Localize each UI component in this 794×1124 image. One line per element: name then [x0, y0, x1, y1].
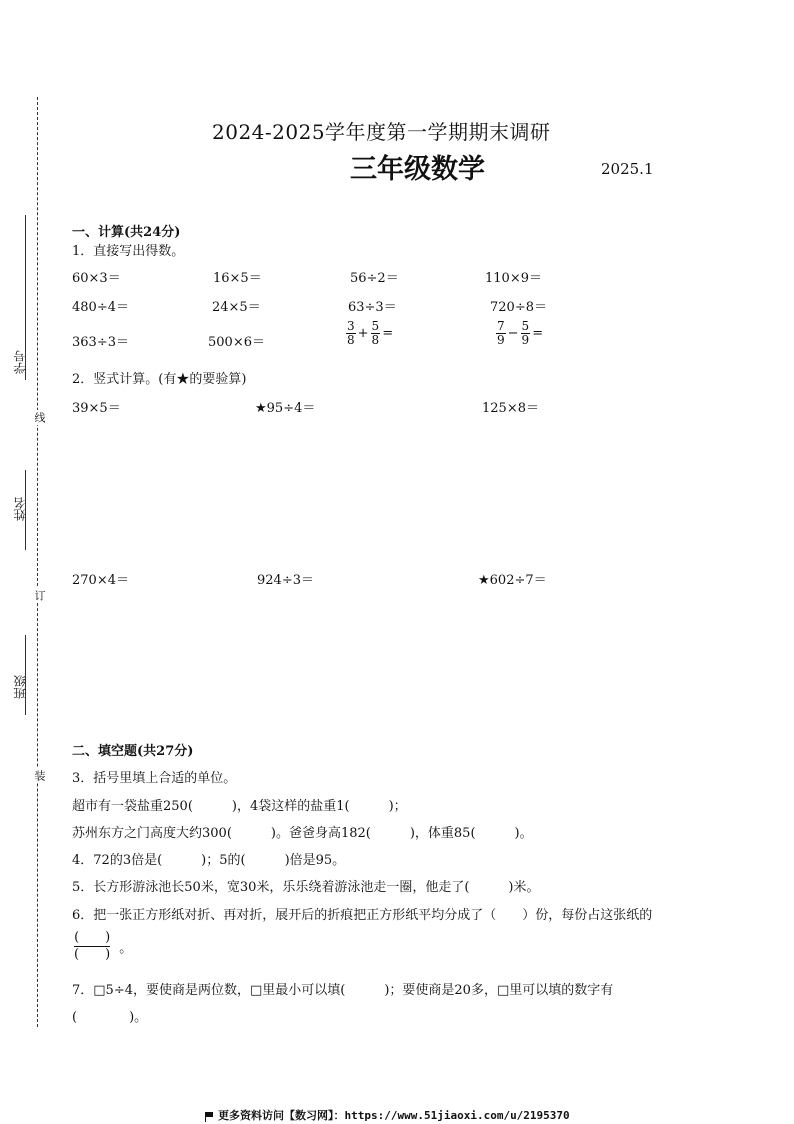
- exam-subtitle: 三年级数学: [350, 154, 485, 185]
- fraction: $\frac{5}{8}$: [371, 319, 380, 347]
- fraction: $\frac{3}{8}$: [347, 319, 355, 347]
- q3-prompt: 3．括号里填上合适的单位。: [72, 771, 237, 786]
- q1-prompt: 1．直接写出得数。: [72, 244, 185, 259]
- section2-heading: 二、填空题(共27分): [72, 744, 194, 759]
- section1-heading: 一、计算(共24分): [72, 225, 181, 240]
- q2-item: 125×8＝: [482, 401, 539, 416]
- binding-mark-staple: 订: [33, 590, 46, 601]
- fraction-expression: [495, 320, 544, 346]
- q6-line1: 6．把一张正方形纸对折、再对折，展开后的折痕把正方形纸平均分成了（ ）份，每份占这张纸的: [72, 908, 653, 923]
- plus-operator: +: [357, 325, 369, 341]
- exam-date: 2025.1: [601, 160, 654, 178]
- q1-item: 60×3＝: [72, 271, 121, 286]
- minus-operator: −: [507, 325, 519, 341]
- fraction-expression: [345, 320, 394, 346]
- fraction-numerator-blank: ( ): [74, 930, 111, 945]
- q7-line2: ( )。: [72, 1010, 148, 1025]
- q3-line2: 苏州东方之门高度大约300( )。爸爸身高182( )，体重85( )。: [72, 826, 533, 841]
- flag-icon: [205, 1112, 214, 1121]
- equals-sign: =: [382, 325, 394, 341]
- q7-line1: 7．□5÷4，要使商是两位数，□里最小可以填( )；要使商是20多，□里可以填的数字有: [72, 983, 614, 998]
- q3-line1: 超市有一袋盐重250( )，4袋这样的盐重1( )；: [72, 799, 407, 814]
- q6-end: 。: [119, 941, 133, 956]
- q1-item: 363÷3＝: [72, 335, 129, 350]
- q2-prompt: 2．竖式计算。(有★的要验算): [72, 372, 247, 387]
- q4-text: 4．72的3倍是( )；5的( )倍是95。: [72, 853, 346, 868]
- equals-sign: =: [532, 325, 544, 341]
- class-label: 班级: [13, 675, 27, 699]
- q5-text: 5．长方形游泳池长50米，宽30米，乐乐绕着游泳池走一圈，他走了( )米。: [72, 880, 540, 895]
- q2-item: 270×4＝: [72, 573, 129, 588]
- q1-item: 16×5＝: [213, 271, 262, 286]
- q1-item: 110×9＝: [485, 271, 542, 286]
- fraction: $\frac{5}{9}$: [521, 319, 530, 347]
- q2-item: 39×5＝: [72, 401, 121, 416]
- q6-answer-fraction: [74, 930, 132, 963]
- q2-item: 924÷3＝: [257, 573, 314, 588]
- footer-text: 更多资料访问【数习网】：https://www.51jiaoxi.com/u/2195370: [218, 1109, 570, 1122]
- q1-item: 56÷2＝: [350, 271, 399, 286]
- name-label: 姓名: [13, 497, 27, 521]
- fraction-denominator-blank: ( ): [74, 947, 111, 962]
- fraction: $\frac{7}{9}$: [497, 319, 505, 347]
- q1-item: 24×5＝: [212, 300, 261, 315]
- footer-link[interactable]: [205, 1107, 570, 1123]
- binding-dashed-line: [37, 97, 38, 1027]
- q2-item: ★95÷4＝: [255, 401, 316, 416]
- student-id-label: 学号: [13, 350, 27, 374]
- q1-item: 500×6＝: [208, 335, 265, 350]
- binding-mark-line: 线: [33, 412, 46, 423]
- q1-item: 63÷3＝: [348, 300, 397, 315]
- binding-mark-bind: 装: [33, 770, 46, 781]
- q1-item: 480÷4＝: [72, 300, 129, 315]
- q1-item: 720÷8＝: [490, 300, 547, 315]
- exam-title: 2024-2025学年度第一学期期末调研: [212, 120, 551, 144]
- q2-item: ★602÷7＝: [478, 573, 547, 588]
